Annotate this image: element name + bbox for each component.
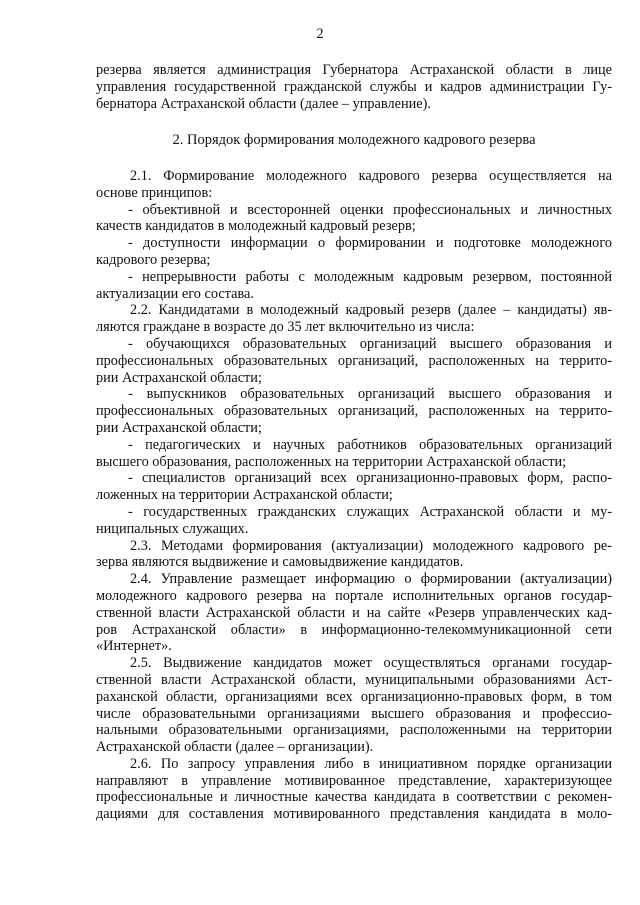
text-line: профессиональных образовательных организаций, расположенных на террито- [96,352,612,369]
text-line: 2.4. Управление размещает информацию о формировании (актуализации) [130,571,612,588]
text-line: бернатора Астраханской области (далее – управление). [96,95,431,112]
text-line: ляются граждане в возрасте до 35 лет включительно из числа: [96,319,475,336]
text-line: направляют в управление мотивированное представление, характеризующее [96,772,612,789]
text-line: раханской области, организациями всех организационно-правовых форм, в том [96,688,612,705]
text-line: рии Астраханской области; [96,369,262,386]
text-line: ниципальных служащих. [96,520,249,537]
text-line: молодежного кадрового резерва на портале исполнительных органов государ- [96,587,612,604]
text-line: - обучающихся образовательных организаций высшего образования и [128,335,612,352]
text-line: 2.5. Выдвижение кандидатов может осуществляться органами государ- [130,655,612,672]
text-line: 2.6. По запросу управления либо в инициативном порядке организации [130,755,612,772]
text-line: - выпускников образовательных организаций высшего образования и [128,386,612,403]
text-line: 2.3. Методами формирования (актуализации) молодежного кадрового ре- [130,537,612,554]
text-line: Астраханской области (далее – организации). [96,739,374,756]
section-heading: 2. Порядок формирования молодежного кадрового резерва [172,132,536,148]
intro-paragraph [96,62,612,112]
text-line: управления государственной гражданской службы и кадров администрации Гу- [96,78,612,95]
text-line: нальными образовательными организациями, расположенными на территории [96,722,612,739]
text-line: числе образовательными организациями высшего образования и профессио- [96,705,612,722]
text-line: - специалистов организаций всех организационно-правовых форм, распо- [128,470,612,487]
text-line: - доступности информации о формировании и подготовке молодежного [128,235,612,252]
text-line: - непрерывности работы с молодежным кадровым резервом, постоянной [128,268,612,285]
text-line: «Интернет». [96,638,172,655]
section-body [96,168,612,823]
text-line: основе принципов: [96,184,213,201]
text-line: кадрового резерва; [96,251,211,268]
text-line: - государственных гражданских служащих Астраханской области и му- [128,503,612,520]
text-line: качеств кандидатов в молодежный кадровый резерв; [96,218,416,235]
text-line: дациями для составления мотивированного представления кандидата в моло- [96,806,612,823]
text-line: резерва является администрация Губернатора Астраханской области в лице [96,62,612,78]
text-line: 2.1. Формирование молодежного кадрового резерва осуществляется на [130,168,612,184]
text-line: зерва являются выдвижение и самовыдвижение кандидатов. [96,554,464,571]
page-number: 2 [316,26,324,42]
text-line: высшего образования, расположенных на территории Астраханской области; [96,453,567,470]
text-line: ственной власти Астраханской области, муниципальными образованиями Аст- [96,671,612,688]
text-line: - педагогических и научных работников образовательных организаций [128,436,612,453]
text-line: ров Астраханской области» в информационно-телекоммуникационной сети [96,621,612,638]
text-line: профессиональные и личностные качества кандидата в соответствии с рекомен- [96,789,612,806]
text-line: рии Астраханской области; [96,419,262,436]
text-line: 2.2. Кандидатами в молодежный кадровый резерв (далее – кандидаты) яв- [130,302,612,319]
text-line: ственной власти Астраханской области и на сайте «Резерв управленческих кад- [96,604,612,621]
text-line: профессиональных образовательных организаций, расположенных на террито- [96,403,612,420]
text-line: актуализации его состава. [96,285,254,302]
text-line: - объективной и всесторонней оценки профессиональных и личностных [128,201,612,218]
text-line: ложенных на территории Астраханской области; [96,487,393,504]
